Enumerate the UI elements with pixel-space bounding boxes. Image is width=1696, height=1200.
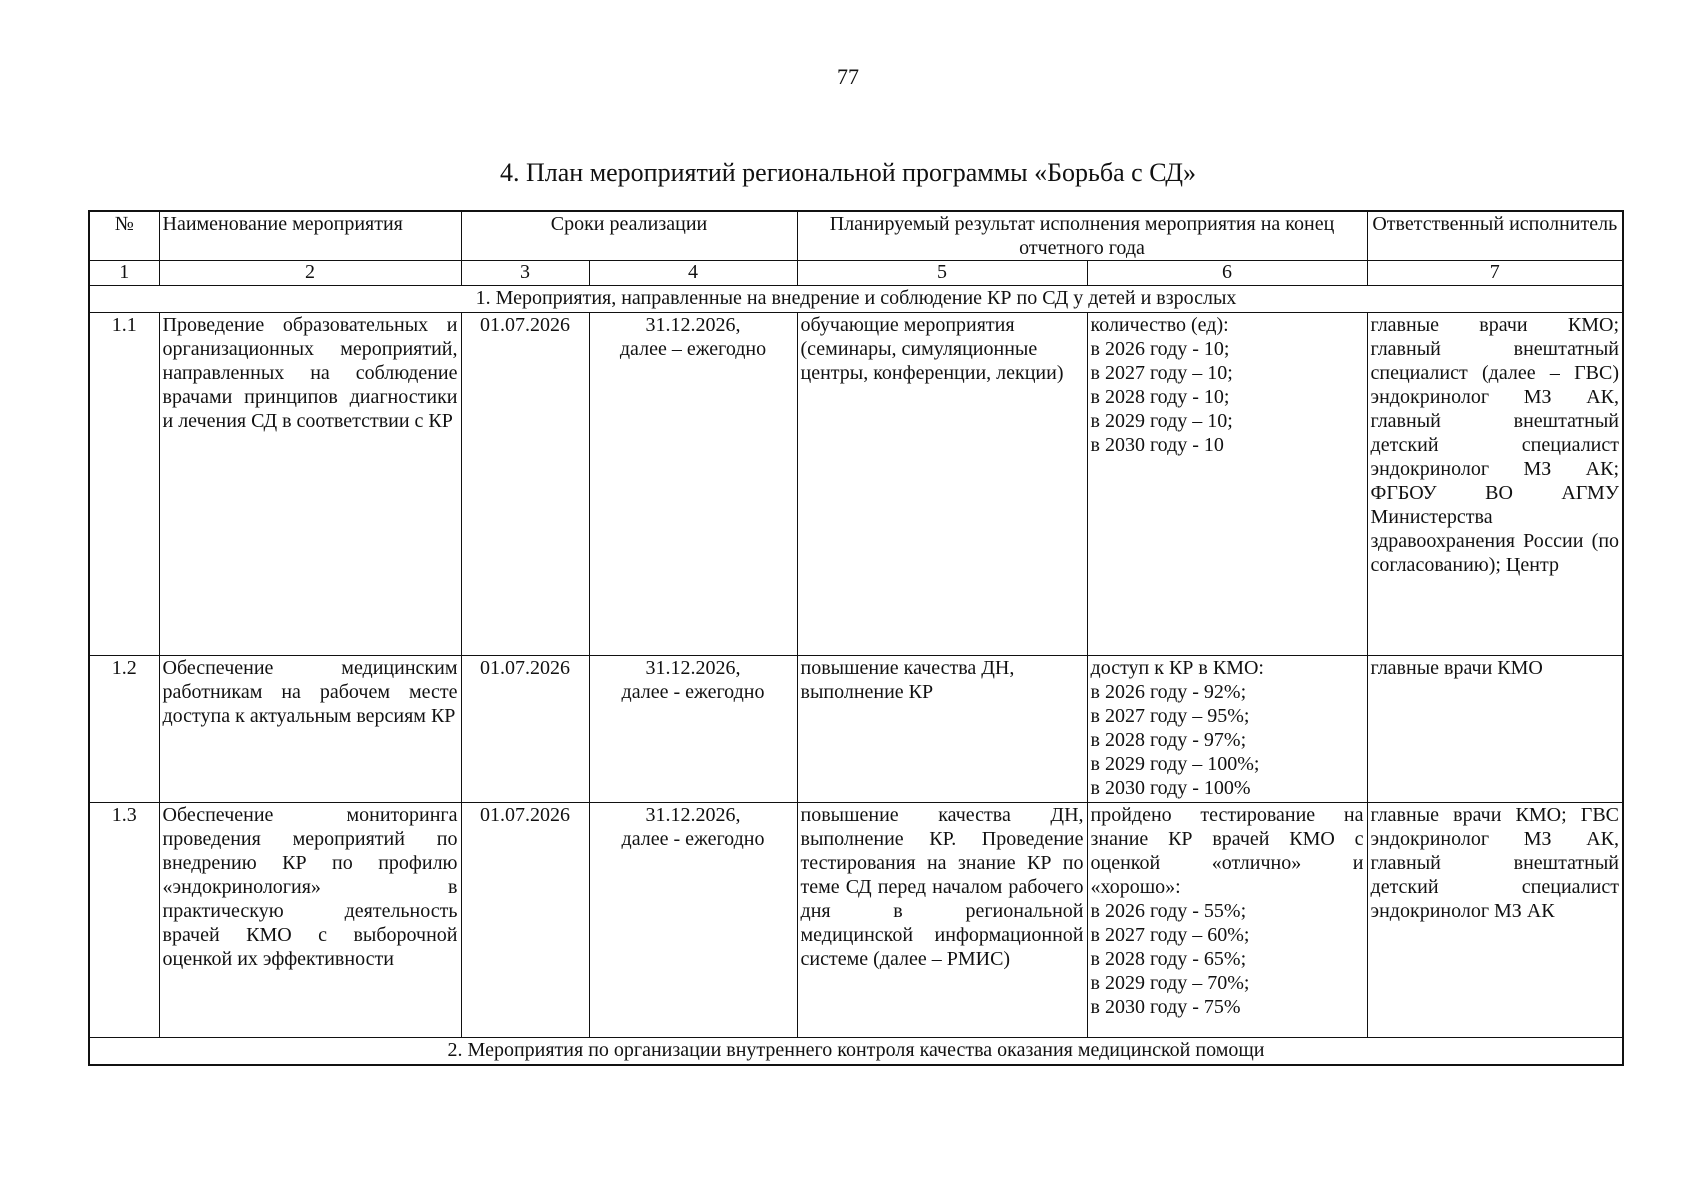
indicator-value: в 2030 году - 10: [1090, 434, 1224, 456]
responsible-executor: главные врачи КМО; главный внештатный специалист (далее – ГВС) эндокринолог МЗ АК, главный внештатный детский специалист эндокринолог МЗ АК; ФГБОУ ВО АГМУ Министерства здравоохранения России (по согласованию); Центр: [1367, 313, 1623, 656]
indicator-value: в 2026 году - 55%;: [1090, 900, 1247, 922]
end-date-note: далее - ежегодно: [621, 681, 765, 703]
start-date: 01.07.2026: [461, 803, 589, 1038]
end-date-cell: [589, 803, 797, 1038]
indicator-value: в 2030 году - 75%: [1090, 996, 1241, 1018]
indicator-value: в 2027 году – 10;: [1090, 362, 1233, 384]
activity-name: Обеспечение медицинским работникам на рабочем месте доступа к актуальным версиям КР: [159, 656, 461, 803]
indicator-cell: [1087, 656, 1367, 803]
row-number: 1.2: [89, 656, 159, 803]
document-title: 4. План мероприятий региональной программы «Борьба с СД»: [499, 158, 1196, 187]
table-row: [89, 313, 1623, 656]
indicator-value: в 2026 году - 92%;: [1090, 681, 1247, 703]
end-date-cell: [589, 313, 797, 656]
column-number-row: [89, 261, 1623, 286]
planned-result: повышение качества ДН, выполнение КР: [797, 656, 1087, 803]
end-date-note: далее – ежегодно: [619, 338, 767, 360]
indicator-value: в 2028 году - 97%;: [1090, 729, 1247, 751]
page-number: 77: [837, 64, 859, 89]
indicator-value: в 2028 году - 65%;: [1090, 948, 1247, 970]
table-row: [89, 656, 1623, 803]
column-number: 2: [159, 261, 461, 286]
header-result: Планируемый результат исполнения мероприятия на конец отчетного года: [797, 211, 1367, 261]
section-row: [89, 286, 1623, 313]
column-number: 1: [89, 261, 159, 286]
column-number: 3: [461, 261, 589, 286]
start-date: 01.07.2026: [461, 656, 589, 803]
end-date: 31.12.2026,: [645, 314, 741, 336]
indicator-value: в 2029 году – 70%;: [1090, 972, 1250, 994]
indicator-title: пройдено тестирование на знание КР врачей КМО с оценкой «отлично» и «хорошо»:: [1090, 804, 1364, 898]
header-responsible: Ответственный исполнитель: [1367, 211, 1623, 261]
responsible-executor: главные врачи КМО; ГВС эндокринолог МЗ АК, главный внештатный детский специалист эндокринолог МЗ АК: [1367, 803, 1623, 1038]
action-plan-table: [88, 210, 1624, 1066]
row-number: 1.1: [89, 313, 159, 656]
planned-result: обучающие мероприятия (семинары, симуляционные центры, конференции, лекции): [797, 313, 1087, 656]
row-number: 1.3: [89, 803, 159, 1038]
end-date-note: далее - ежегодно: [621, 828, 765, 850]
indicator-cell: [1087, 803, 1367, 1038]
indicator-value: в 2027 году – 60%;: [1090, 924, 1250, 946]
indicator-cell: [1087, 313, 1367, 656]
section-title: 2. Мероприятия по организации внутреннего контроля качества оказания медицинской помощи: [89, 1038, 1623, 1066]
section-title: 1. Мероприятия, направленные на внедрение и соблюдение КР по СД у детей и взрослых: [89, 286, 1623, 313]
responsible-executor: главные врачи КМО: [1367, 656, 1623, 803]
column-number: 4: [589, 261, 797, 286]
column-number: 5: [797, 261, 1087, 286]
indicator-value: в 2029 году – 100%;: [1090, 753, 1260, 775]
end-date-cell: [589, 656, 797, 803]
indicator-value: в 2028 году - 10;: [1090, 386, 1230, 408]
header-num: №: [89, 211, 159, 261]
indicator-value: в 2029 году – 10;: [1090, 410, 1233, 432]
column-number: 7: [1367, 261, 1623, 286]
header-terms: Сроки реализации: [461, 211, 797, 261]
end-date: 31.12.2026,: [645, 804, 741, 826]
indicator-title: количество (ед):: [1090, 314, 1229, 336]
activity-name: Проведение образовательных и организационных мероприятий, направленных на соблюдение врачами принципов диагностики и лечения СД в соответствии с КР: [159, 313, 461, 656]
section-row: [89, 1038, 1623, 1066]
indicator-title: доступ к КР в КМО:: [1090, 657, 1264, 679]
indicator-value: в 2030 году - 100%: [1090, 777, 1251, 799]
column-number: 6: [1087, 261, 1367, 286]
indicator-value: в 2026 году - 10;: [1090, 338, 1230, 360]
table-row: [89, 803, 1623, 1038]
indicator-value: в 2027 году – 95%;: [1090, 705, 1250, 727]
end-date: 31.12.2026,: [645, 657, 741, 679]
header-name: Наименование мероприятия: [159, 211, 461, 261]
start-date: 01.07.2026: [461, 313, 589, 656]
activity-name: Обеспечение мониторинга проведения мероприятий по внедрению КР по профилю «эндокринология» в практическую деятельность врачей КМО с выборочной оценкой их эффективности: [159, 803, 461, 1038]
header-row: [89, 211, 1623, 261]
planned-result: повышение качества ДН, выполнение КР. Проведение тестирования на знание КР по теме СД перед началом рабочего дня в региональной медицинской информационной системе (далее – РМИС): [797, 803, 1087, 1038]
